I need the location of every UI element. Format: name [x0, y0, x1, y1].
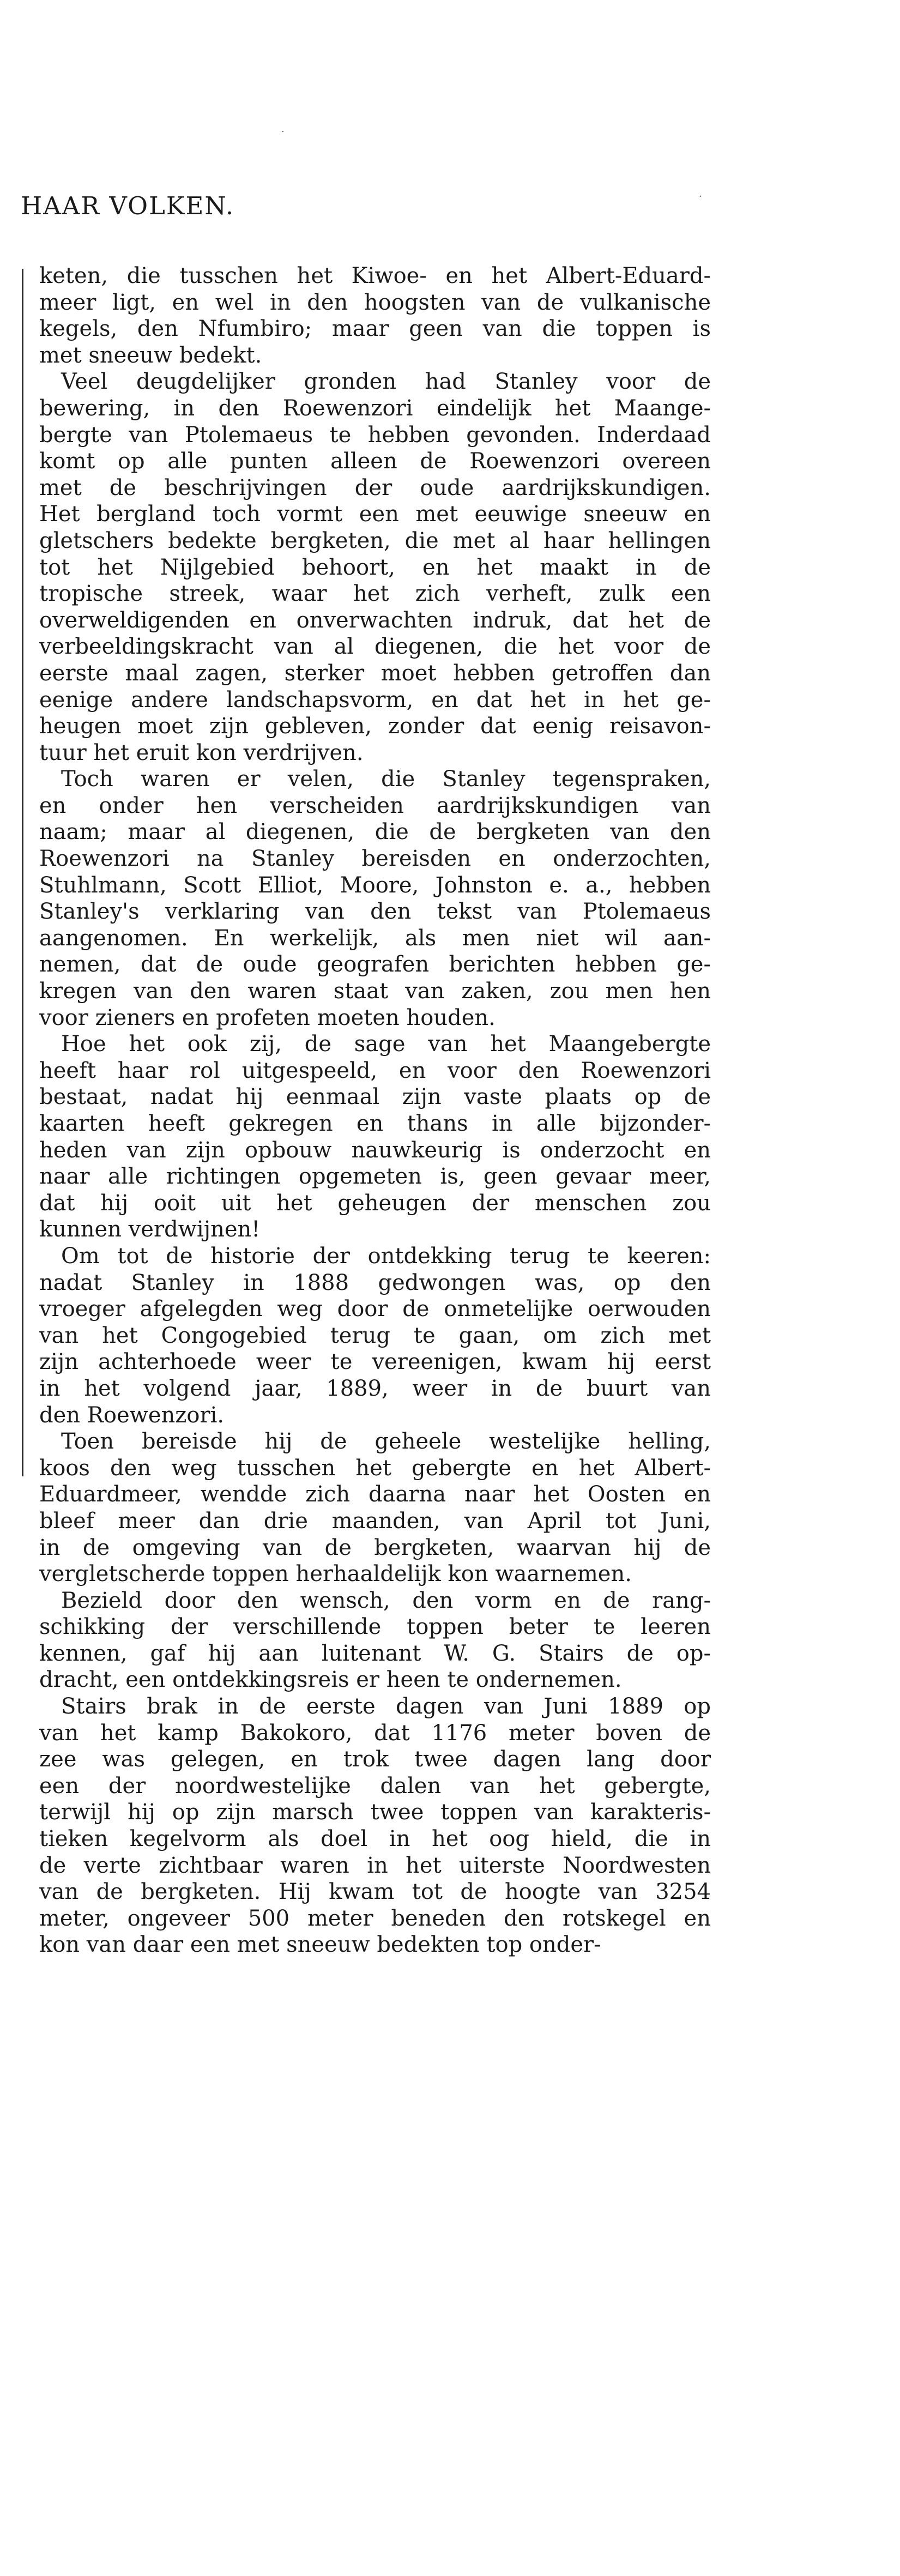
text-line: Het bergland toch vormt een met eeuwige sneeuw en: [39, 502, 711, 527]
text-line: kegels, den Nfumbiro; maar geen van die toppen is: [39, 316, 711, 342]
paragraph: [39, 1243, 711, 1428]
text-line: kennen, gaf hij aan luitenant W. G. Stairs de op-: [39, 1640, 711, 1666]
text-line: nadat Stanley in 1888 gedwongen was, op den: [39, 1270, 711, 1295]
text-line: tuur het eruit kon verdrijven.: [39, 740, 364, 765]
paragraph: [39, 263, 711, 369]
text-line: Toch waren er velen, die Stanley tegenspraken,: [61, 767, 711, 792]
text-line: en onder hen verscheiden aardrijkskundigen van: [39, 793, 711, 818]
text-line: meer ligt, en wel in den hoogsten van de vulkanische: [39, 289, 711, 315]
body-text: [39, 263, 711, 1958]
text-line: Bezield door den wensch, den vorm en de rang-: [61, 1588, 711, 1613]
text-line: eerste maal zagen, sterker moet hebben getroffen dan: [39, 660, 711, 686]
paragraph: [39, 1588, 711, 1693]
text-line: Hoe het ook zij, de sage van het Maangebergte: [61, 1031, 711, 1057]
text-line: den Roewenzori.: [39, 1402, 225, 1428]
text-line: terwijl hij op zijn marsch twee toppen van karakteris-: [39, 1800, 711, 1825]
text-line: Stanley's verklaring van den tekst van Ptolemaeus: [39, 899, 711, 925]
text-line: met de beschrijvingen der oude aardrijkskundigen.: [39, 475, 711, 500]
text-line: kunnen verdwijnen!: [39, 1217, 261, 1242]
text-line: Stuhlmann, Scott Elliot, Moore, Johnston e. a., hebben: [39, 872, 711, 898]
text-line: een der noordwestelijke dalen van het gebergte,: [39, 1773, 711, 1799]
text-line: vergletscherde toppen herhaaldelijk kon waarnemen.: [39, 1561, 632, 1587]
text-line: Eduardmeer, wendde zich daarna naar het Oosten en: [39, 1482, 711, 1507]
print-speck: ·: [699, 191, 702, 202]
text-line: tieken kegelvorm als doel in het oog hield, die in: [39, 1826, 711, 1852]
text-line: Stairs brak in de eerste dagen van Juni 1889 op: [61, 1694, 711, 1720]
text-line: van het kamp Bakokoro, dat 1176 meter boven de: [39, 1720, 711, 1746]
text-line: vroeger afgelegden weg door de onmetelijke oerwouden: [39, 1296, 711, 1322]
text-line: Roewenzori na Stanley bereisden en onderzochten,: [39, 846, 711, 872]
text-line: dat hij ooit uit het geheugen der menschen zou: [39, 1190, 711, 1216]
text-line: komt op alle punten alleen de Roewenzori overeen: [39, 449, 711, 474]
margin-rule: [22, 269, 23, 1476]
text-line: kregen van den waren staat van zaken, zou men hen: [39, 979, 711, 1004]
text-line: van het Congogebied terug te gaan, om zich met: [39, 1323, 711, 1348]
text-line: van de bergketen. Hij kwam tot de hoogte van 3254: [39, 1879, 711, 1905]
text-line: schikking der verschillende toppen beter te leeren: [39, 1614, 711, 1640]
text-line: bestaat, nadat hij eenmaal zijn vaste plaats op de: [39, 1084, 711, 1110]
text-line: gletschers bedekte bergketen, die met al haar hellingen: [39, 528, 711, 553]
text-line: zee was gelegen, en trok twee dagen lang door: [39, 1747, 711, 1772]
text-line: bergte van Ptolemaeus te hebben gevonden. Inderdaad: [39, 422, 711, 448]
text-line: Om tot de historie der ontdekking terug te keeren:: [61, 1243, 711, 1269]
text-line: in het volgend jaar, 1889, weer in de buurt van: [39, 1376, 711, 1401]
text-line: aangenomen. En werkelijk, als men niet wil aan-: [39, 925, 711, 951]
running-head: HAAR VOLKEN.: [21, 191, 235, 220]
text-line: naar alle richtingen opgemeten is, geen gevaar meer,: [39, 1164, 711, 1190]
text-line: meter, ongeveer 500 meter beneden den rotskegel en: [39, 1905, 711, 1931]
paragraph: [39, 1031, 711, 1243]
text-line: nemen, dat de oude geografen berichten hebben ge-: [39, 952, 711, 978]
text-line: de verte zichtbaar waren in het uiterste Noordwesten: [39, 1853, 711, 1878]
text-line: heugen moet zijn gebleven, zonder dat eenig reisavon-: [39, 714, 711, 739]
text-line: Toen bereisde hij de geheele westelijke helling,: [61, 1429, 711, 1455]
paragraph: [39, 369, 711, 766]
text-line: Veel deugdelijker gronden had Stanley voor de: [61, 369, 711, 395]
paragraph: [39, 766, 711, 1031]
text-line: in de omgeving van de bergketen, waarvan hij de: [39, 1535, 711, 1560]
text-line: overweldigenden en onverwachten indruk, dat het de: [39, 607, 711, 633]
text-line: dracht, een ontdekkingsreis er heen te ondernemen.: [39, 1667, 622, 1693]
text-line: keten, die tusschen het Kiwoe- en het Albert-Eduard-: [39, 263, 711, 288]
print-speck: .: [281, 123, 285, 135]
text-line: heeft haar rol uitgespeeld, en voor den Roewenzori: [39, 1058, 711, 1083]
text-line: bleef meer dan drie maanden, van April tot Juni,: [39, 1508, 711, 1534]
text-line: voor zieners en profeten moeten houden.: [39, 1005, 496, 1030]
paragraph: [39, 1693, 711, 1958]
text-line: met sneeuw bedekt.: [39, 342, 262, 368]
text-line: koos den weg tusschen het gebergte en het Albert-: [39, 1455, 711, 1481]
text-line: heden van zijn opbouw nauwkeurig is onderzocht en: [39, 1137, 711, 1163]
text-line: tot het Nijlgebied behoort, en het maakt in de: [39, 554, 711, 580]
text-line: eenige andere landschapsvorm, en dat het in het ge-: [39, 687, 711, 713]
text-line: tropische streek, waar het zich verheft, zulk een: [39, 581, 711, 607]
text-line: zijn achterhoede weer te vereenigen, kwam hij eerst: [39, 1349, 711, 1375]
text-line: kaarten heeft gekregen en thans in alle bijzonder-: [39, 1111, 711, 1136]
text-line: naam; maar al diegenen, die de bergketen van den: [39, 819, 711, 845]
paragraph: [39, 1428, 711, 1588]
text-line: verbeeldingskracht van al diegenen, die het voor de: [39, 634, 711, 660]
text-line: kon van daar een met sneeuw bedekten top onder-: [39, 1932, 601, 1958]
text-line: bewering, in den Roewenzori eindelijk het Maange-: [39, 395, 711, 421]
